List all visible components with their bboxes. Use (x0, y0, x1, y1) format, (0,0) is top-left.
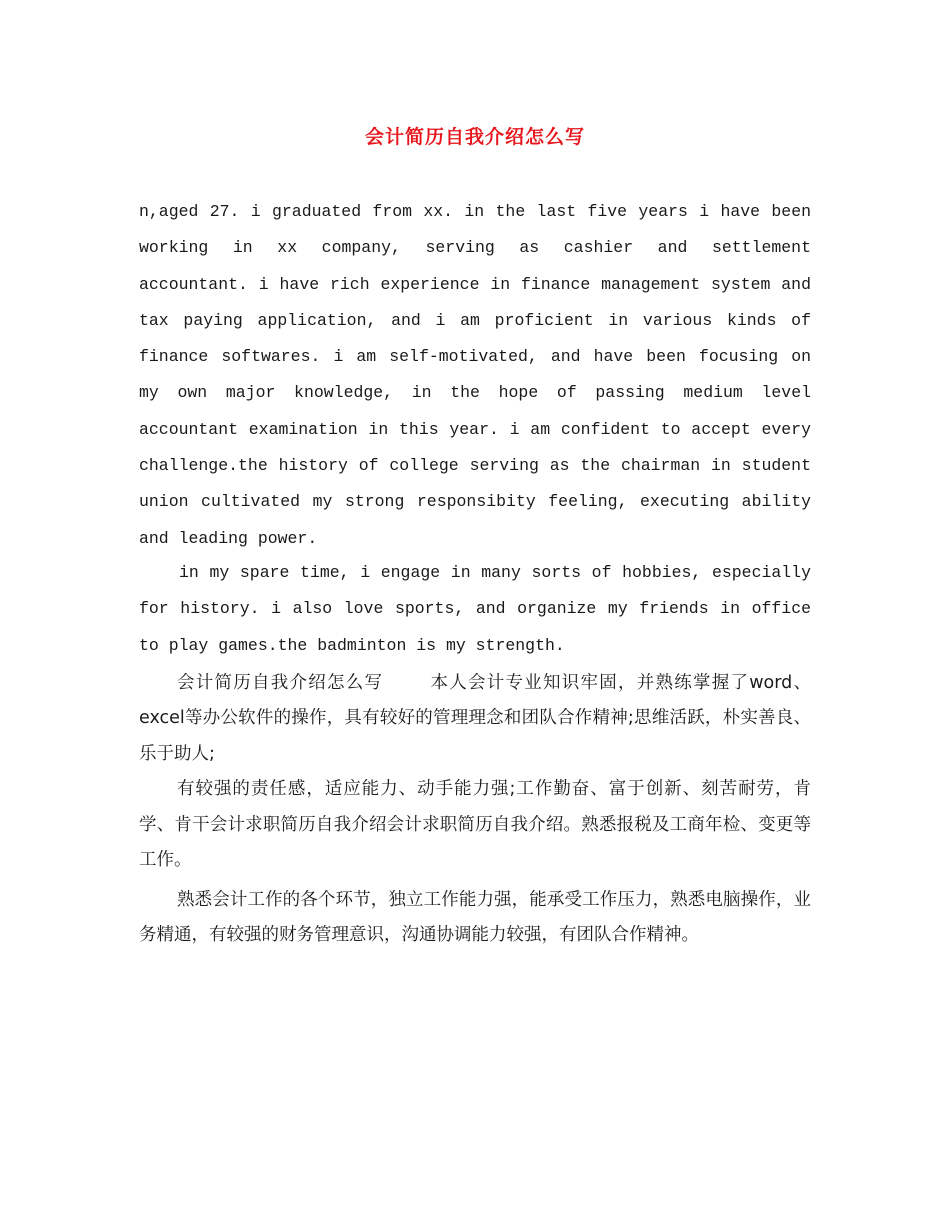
document-title: 会计简历自我介绍怎么写 (364, 126, 585, 148)
skills-text: 本人会计专业知识牢固，并熟练掌握了word、excel等办公软件的操作，具有较好的管理理念和团队合作精神;思维活跃，朴实善良、乐于助人; (139, 672, 812, 764)
inline-heading: 会计简历自我介绍怎么写 (177, 672, 384, 693)
paragraph-intro-english: n,aged 27. i graduated from xx. in the last five years i have been working in xx company, serving as cashier and settlement accountant. i have rich experience in finance management system and tax paying application, and i am proficient in various kinds of finance softwares. i am self-motivated, and have been focusing on my own major knowledge, in the hope of passing medium level accountant examination in this year. i am confident to accept every challenge.the history of college serving as the chairman in student union cultivated my strong responsibity feeling, executing ability and leading power. (139, 202, 811, 548)
paragraph-responsibility-chinese: 有较强的责任感，适应能力、动手能力强;工作勤奋、富于创新、刻苦耐劳，肯学、肯干会计求职简历自我介绍会计求职简历自我介绍。熟悉报税及工商年检、变更等工作。 (139, 779, 811, 871)
paragraph-hobbies-english: in my spare time, i engage in many sorts of hobbies, especially for history. i also love sports, and organize my friends in office to play games.the badminton is my strength. (139, 562, 811, 655)
document-body (139, 194, 811, 954)
paragraph-skills-chinese (139, 666, 811, 773)
paragraph-abilities-chinese: 熟悉会计工作的各个环节，独立工作能力强，能承受工作压力，熟悉电脑操作，业务精通，有较强的财务管理意识，沟通协调能力较强，有团队合作精神。 (139, 889, 811, 946)
